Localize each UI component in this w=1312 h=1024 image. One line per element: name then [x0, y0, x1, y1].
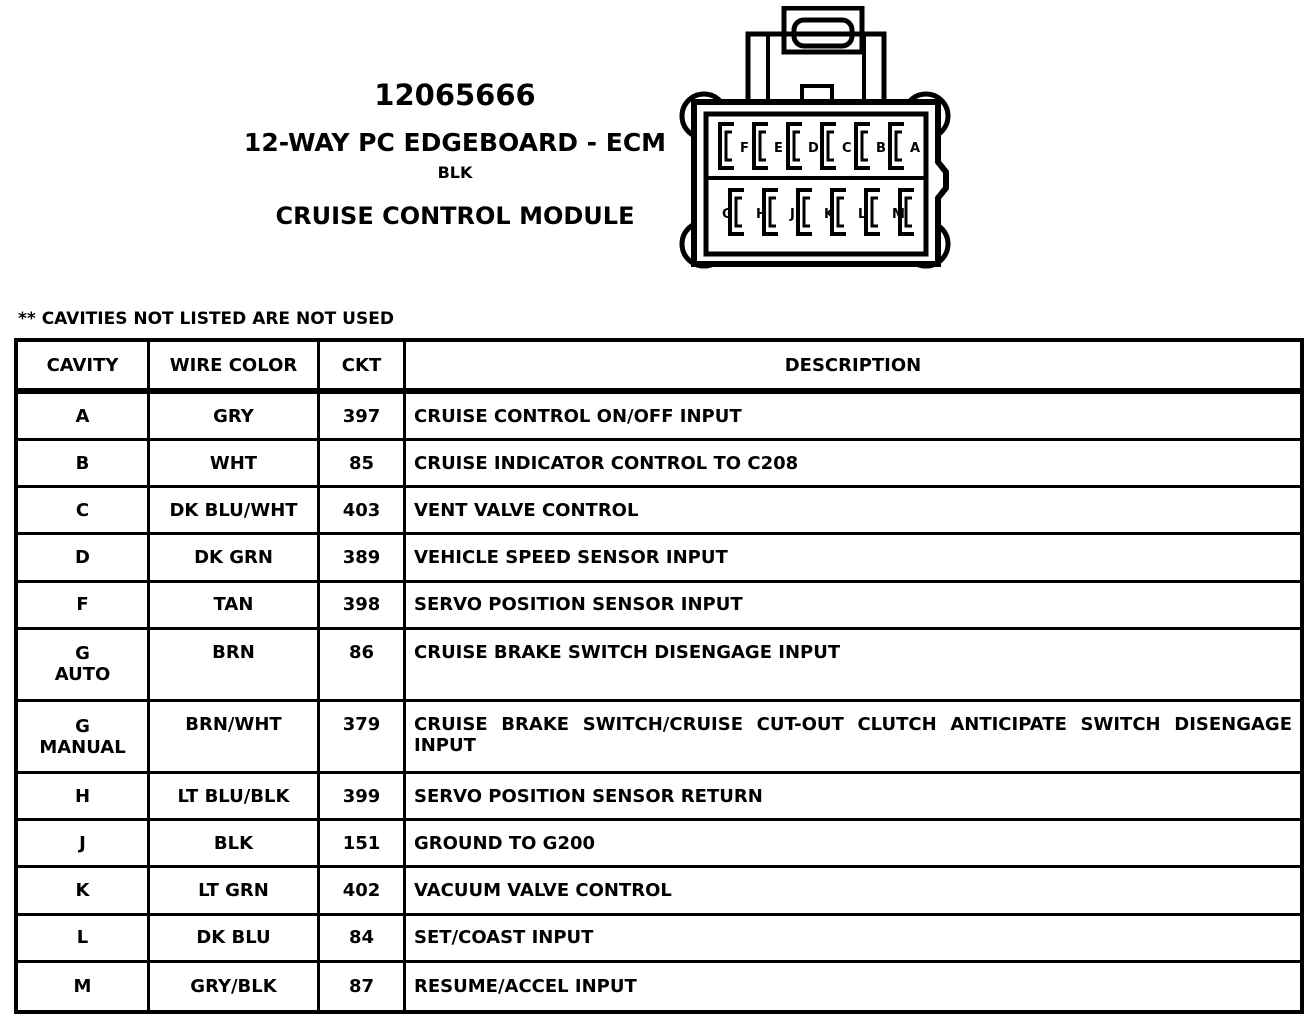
ckt-cell: 402 — [320, 868, 406, 915]
cavity-letter: B — [876, 141, 886, 156]
cavity-cell: B — [18, 441, 150, 488]
ckt-cell: 151 — [320, 821, 406, 868]
cavity-letter: G — [75, 643, 90, 665]
wire-color-cell: BLK — [150, 821, 320, 868]
ckt-cell: 403 — [320, 488, 406, 535]
ckt-cell: 86 — [320, 630, 406, 702]
cavity-letter: C — [842, 141, 852, 156]
cavity-letter: M — [892, 207, 905, 222]
cavity-letter: H — [756, 207, 767, 222]
ckt-cell: 84 — [320, 916, 406, 963]
cavity-variant: AUTO — [54, 664, 111, 686]
header-wire-color: WIRE COLOR — [150, 342, 320, 394]
table-row — [18, 583, 1300, 630]
wire-color-cell: TAN — [150, 583, 320, 630]
table-row — [18, 488, 1300, 535]
cavity-variant: MANUAL — [39, 736, 126, 758]
table-row — [18, 916, 1300, 963]
table-row — [18, 963, 1300, 1010]
wire-color-cell: DK BLU — [150, 916, 320, 963]
ckt-cell: 87 — [320, 963, 406, 1010]
description-cell: SERVO POSITION SENSOR RETURN — [406, 774, 1300, 821]
table-row — [18, 868, 1300, 915]
cavity-letter: G — [75, 715, 90, 737]
ckt-cell: 399 — [320, 774, 406, 821]
table-row — [18, 394, 1300, 441]
wire-color-cell: BRN — [150, 630, 320, 702]
header-description: DESCRIPTION — [406, 342, 1300, 394]
cavity-cell: A — [18, 394, 150, 441]
description-cell: CRUISE BRAKE SWITCH/CRUISE CUT-OUT CLUTCH ANTICIPATE SWITCH DISENGAGE INPUT — [406, 702, 1300, 774]
ckt-cell: 398 — [320, 583, 406, 630]
description-cell: CRUISE BRAKE SWITCH DISENGAGE INPUT — [406, 630, 1300, 702]
description-cell: VACUUM VALVE CONTROL — [406, 868, 1300, 915]
cavity-cell: F — [18, 583, 150, 630]
cavity-letter: D — [808, 141, 819, 156]
pinout-table — [14, 338, 1304, 1014]
cavity-cell: C — [18, 488, 150, 535]
ckt-cell: 85 — [320, 441, 406, 488]
table-row — [18, 821, 1300, 868]
description-cell: RESUME/ACCEL INPUT — [414, 975, 637, 997]
wire-color-cell: DK BLU/WHT — [150, 488, 320, 535]
cavity-letter: E — [774, 141, 783, 156]
cavity-letter: G — [722, 207, 733, 222]
table-row — [18, 630, 1300, 702]
description-cell: GROUND TO G200 — [406, 821, 1300, 868]
cavity-cell: H — [18, 774, 150, 821]
cavity-letter: F — [740, 141, 749, 156]
wire-color-cell: BRN/WHT — [150, 702, 320, 774]
cavity-cell: L — [18, 916, 150, 963]
wire-color-cell: GRY/BLK — [150, 963, 320, 1010]
table-row — [18, 441, 1300, 488]
wire-color-cell: DK GRN — [150, 535, 320, 582]
cavity-letter: L — [858, 207, 867, 222]
description-cell: VEHICLE SPEED SENSOR INPUT — [406, 535, 1300, 582]
ckt-cell: 379 — [320, 702, 406, 774]
table-row — [18, 702, 1300, 774]
part-number: 12065666 — [374, 78, 536, 112]
wire-color-cell: LT GRN — [150, 868, 320, 915]
cavity-cell: K — [18, 868, 150, 915]
unused-cavities-note: ** CAVITIES NOT LISTED ARE NOT USED — [18, 309, 394, 329]
description-cell: VENT VALVE CONTROL — [406, 488, 1300, 535]
wire-color-cell: GRY — [150, 394, 320, 441]
wire-color-cell: WHT — [150, 441, 320, 488]
description-cell: CRUISE CONTROL ON/OFF INPUT — [406, 394, 1300, 441]
header-cavity: CAVITY — [18, 342, 150, 394]
description-cell: SET/COAST INPUT — [406, 916, 1300, 963]
cavity-letter: K — [824, 207, 835, 222]
ckt-cell: 397 — [320, 394, 406, 441]
table-row — [18, 535, 1300, 582]
connector-diagram — [676, 6, 956, 278]
module-name: CRUISE CONTROL MODULE — [275, 202, 635, 230]
wire-color-cell: LT BLU/BLK — [150, 774, 320, 821]
table-row — [18, 774, 1300, 821]
cavity-cell — [18, 702, 150, 774]
header-ckt: CKT — [320, 342, 406, 394]
connector-type: 12-WAY PC EDGEBOARD - ECM — [243, 128, 667, 157]
cavity-cell: D — [18, 535, 150, 582]
cavity-cell: M — [18, 963, 150, 1010]
cavity-letter: A — [910, 141, 921, 156]
description-cell: SERVO POSITION SENSOR INPUT — [406, 583, 1300, 630]
cavity-cell: J — [18, 821, 150, 868]
ckt-cell: 389 — [320, 535, 406, 582]
table-header-row — [18, 342, 1300, 394]
cavity-letter: J — [790, 207, 795, 222]
connector-color: BLK — [437, 163, 473, 182]
description-cell: CRUISE INDICATOR CONTROL TO C208 — [406, 441, 1300, 488]
cavity-cell — [18, 630, 150, 702]
